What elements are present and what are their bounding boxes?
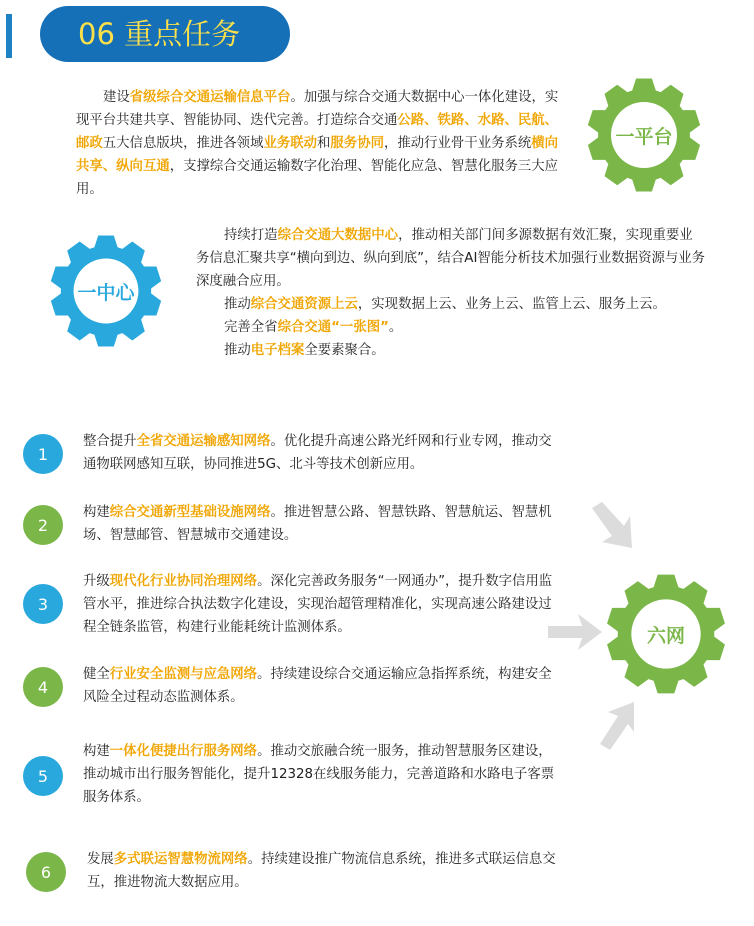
highlight-text: 现代化行业协同治理网络 bbox=[109, 574, 258, 589]
body-text: 建设 bbox=[103, 90, 130, 105]
center-paragraph-line bbox=[196, 293, 706, 316]
body-text: 。推进智慧公路、智慧铁路、智慧航运、智慧机场、智慧邮管、智慧城市交通建设。 bbox=[83, 505, 552, 543]
body-text: ，推动行业骨干业务系统 bbox=[383, 136, 532, 151]
center-gear-icon bbox=[48, 233, 164, 349]
section-title: 06 重点任务 bbox=[40, 6, 290, 62]
highlight-text: 业务联动 bbox=[263, 136, 318, 151]
header-accent-bar bbox=[6, 14, 12, 58]
body-text: 升级 bbox=[83, 574, 110, 589]
item-number-badge: 6 bbox=[26, 852, 66, 892]
body-text: 构建 bbox=[83, 744, 110, 759]
network-item-text bbox=[83, 430, 555, 476]
highlight-text: 综合交通资源上云 bbox=[250, 297, 358, 312]
item-number-badge: 1 bbox=[23, 434, 63, 474]
body-text: 整合提升 bbox=[83, 434, 137, 449]
highlight-text: 综合交通“一张图” bbox=[277, 320, 389, 335]
body-text: 发展 bbox=[87, 852, 114, 867]
body-text: ，推动相关部门间多源数据有效汇聚，实现重要业务信息汇聚共享“横向到边、纵向到底”，结合AI智能分析技术加强行业数据资源与业务深度融合应用。 bbox=[196, 228, 706, 289]
item-number-badge: 2 bbox=[23, 505, 63, 545]
item-number-badge: 5 bbox=[23, 756, 63, 796]
body-text: 。推动交旅融合统一服务，推动智慧服务区建设，推动城市出行服务智能化，提升12328在线服务能力，完善道路和水路电子客票服务体系。 bbox=[83, 744, 555, 805]
body-text: 。优化提升高速公路光纤网和行业专网，推动交通物联网感知互联，协同推进5G、北斗等技术创新应用。 bbox=[83, 434, 552, 472]
body-text: 完善全省 bbox=[224, 320, 278, 335]
highlight-text: 电子档案 bbox=[250, 343, 305, 358]
center-paragraph-line bbox=[196, 224, 706, 293]
body-text: ，支撑综合交通运输数字化治理、智能化应急、智慧化服务三大应用。 bbox=[76, 159, 559, 197]
item-number-badge: 4 bbox=[23, 667, 63, 707]
body-text: 推动 bbox=[224, 343, 251, 358]
platform-paragraph bbox=[76, 86, 564, 201]
arrow-up-right-icon bbox=[590, 500, 634, 552]
body-text: ，实现数据上云、业务上云、监管上云、服务上云。 bbox=[357, 297, 666, 312]
body-text: 构建 bbox=[83, 505, 110, 520]
networks-gear-icon bbox=[604, 572, 728, 696]
highlight-text: 横向共享、纵向互通 bbox=[76, 136, 559, 174]
center-paragraph-line bbox=[196, 339, 706, 362]
center-gear-label: 一中心 bbox=[77, 281, 135, 304]
highlight-text: 省级综合交通运输信息平台 bbox=[129, 90, 291, 105]
body-text: 健全 bbox=[83, 667, 110, 682]
body-text: 。深化完善政务服务“一网通办”，提升数字信用监管水平，推进综合执法数字化建设，实现治超管理精准化，实现高速公路建设过程全链条监管，构建行业能耗统计监测体系。 bbox=[83, 574, 553, 635]
highlight-text: 公路、铁路、水路、民航、邮政 bbox=[76, 113, 559, 151]
network-item-text bbox=[83, 570, 555, 639]
body-text: 全要素聚合。 bbox=[304, 343, 385, 358]
center-paragraph-line bbox=[196, 316, 706, 339]
body-text: 。持续建设推广物流信息系统，推进多式联运信息交互，推进物流大数据应用。 bbox=[87, 852, 556, 890]
center-paragraph bbox=[196, 224, 706, 362]
platform-gear-icon bbox=[585, 76, 703, 194]
highlight-text: 综合交通新型基础设施网络 bbox=[109, 505, 271, 520]
highlight-text: 综合交通大数据中心 bbox=[277, 228, 399, 243]
network-item-text bbox=[83, 740, 555, 809]
networks-gear-label: 六网 bbox=[646, 624, 685, 647]
body-text: 。 bbox=[388, 320, 403, 335]
body-text: 和 bbox=[317, 136, 331, 151]
arrow-down-right-icon bbox=[596, 700, 636, 752]
item-number-badge: 3 bbox=[23, 584, 63, 624]
highlight-text: 行业安全监测与应急网络 bbox=[109, 667, 258, 682]
body-text: 持续打造 bbox=[224, 228, 278, 243]
network-item-text bbox=[83, 501, 555, 547]
body-text: 。持续建设综合交通运输应急指挥系统，构建安全风险全过程动态监测体系。 bbox=[83, 667, 552, 705]
network-item-text bbox=[83, 663, 555, 709]
body-text: 五大信息版块，推进各领域 bbox=[102, 136, 264, 151]
highlight-text: 一体化便捷出行服务网络 bbox=[109, 744, 258, 759]
highlight-text: 服务协同 bbox=[330, 136, 384, 151]
highlight-text: 多式联运智慧物流网络 bbox=[113, 852, 248, 867]
body-text: 推动 bbox=[224, 297, 251, 312]
network-item-text bbox=[87, 848, 557, 894]
platform-gear-label: 一平台 bbox=[615, 125, 673, 148]
highlight-text: 全省交通运输感知网络 bbox=[136, 434, 271, 449]
body-text: 。加强与综合交通大数据中心一体化建设，实现平台共建共享、智能协同、迭代完善。打造综合交通 bbox=[76, 90, 559, 128]
